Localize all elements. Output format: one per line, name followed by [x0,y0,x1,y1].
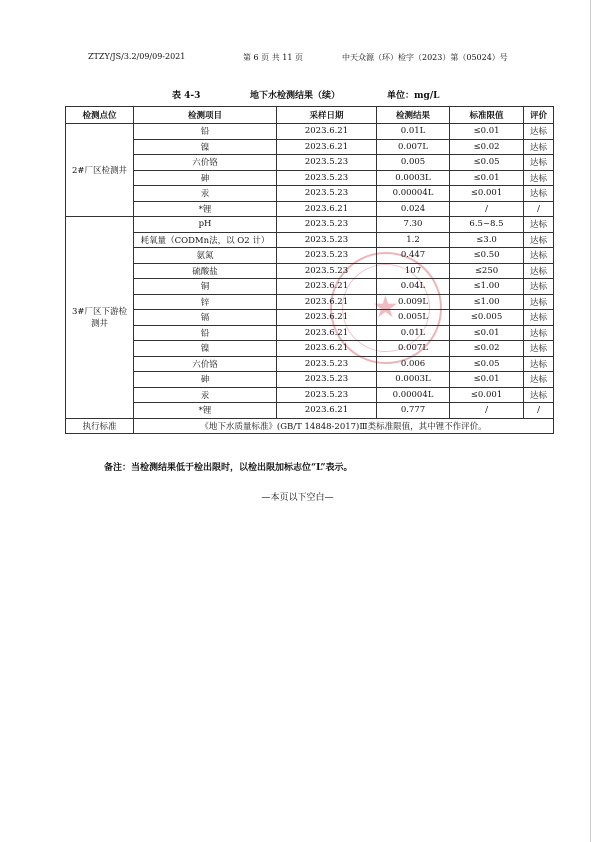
date-cell: 2023.6.21 [277,403,377,419]
limit-cell: ≤3.0 [450,232,524,248]
table-header-row [66,107,554,124]
item-cell: 六价铬 [134,356,277,372]
item-cell: 六价铬 [134,155,277,171]
item-cell: 锌 [134,294,277,310]
limit-cell: ≤0.05 [450,356,524,372]
limit-cell: ≤0.02 [450,139,524,155]
table-number: 表 4-3 [172,91,201,101]
standard-label: 执行标准 [66,418,134,434]
official-seal: ★ [330,252,442,364]
doc-code: ZTZY/JS/3.2/09/09-2021 [88,52,186,61]
result-cell: 7.30 [377,217,450,233]
item-cell: *锂 [134,201,277,217]
report-number: 中天众源（环）检字（2023）第（05024）号 [342,53,508,62]
item-cell: 耗氧量（CODMn法，以 O2 计） [134,232,277,248]
item-cell: 铜 [134,279,277,295]
evaluation-cell: 达标 [524,310,554,326]
date-cell: 2023.5.23 [277,263,377,279]
limit-cell: ≤1.00 [450,294,524,310]
limit-cell: ≤250 [450,263,524,279]
result-cell: 0.024 [377,201,450,217]
result-cell: 0.006 [377,356,450,372]
date-cell: 2023.5.23 [277,186,377,202]
result-cell: 0.00004L [377,186,450,202]
evaluation-cell: 达标 [524,217,554,233]
evaluation-cell: 达标 [524,387,554,403]
table-row [66,341,554,357]
result-cell: 0.777 [377,403,450,419]
page-header [0,52,595,66]
evaluation-cell: 达标 [524,186,554,202]
date-cell: 2023.5.23 [277,248,377,264]
header-item: 检测项目 [134,107,277,124]
result-cell: 0.447 [377,248,450,264]
result-cell: 1.2 [377,232,450,248]
date-cell: 2023.5.23 [277,217,377,233]
item-cell: 砷 [134,170,277,186]
table-row [66,248,554,264]
table-row [66,279,554,295]
table-row [66,201,554,217]
header-evaluation: 评价 [524,107,554,124]
evaluation-cell: / [524,403,554,419]
table-row [66,310,554,326]
item-cell: 砷 [134,372,277,388]
evaluation-cell: 达标 [524,124,554,140]
date-cell: 2023.6.21 [277,325,377,341]
date-cell: 2023.5.23 [277,155,377,171]
result-cell: 0.007L [377,341,450,357]
evaluation-cell: 达标 [524,372,554,388]
standard-row [66,418,554,434]
limit-cell: ≤0.001 [450,387,524,403]
item-cell: 汞 [134,186,277,202]
evaluation-cell: 达标 [524,232,554,248]
result-cell: 0.007L [377,139,450,155]
evaluation-cell: 达标 [524,279,554,295]
date-cell: 2023.5.23 [277,356,377,372]
table-note: 备注：当检测结果低于检出限时，以检出限加标志位“L”表示。 [104,463,353,473]
standard-text: 《地下水质量标准》(GB/T 14848-2017)Ⅲ类标准限值，其中锂不作评价。 [134,418,554,434]
evaluation-cell: 达标 [524,294,554,310]
limit-cell: ≤0.005 [450,310,524,326]
table-row [66,294,554,310]
table-row [66,387,554,403]
page-number: 第 6 页 共 11 页 [243,53,303,62]
table-row [66,403,554,419]
date-cell: 2023.6.21 [277,139,377,155]
evaluation-cell: 达标 [524,248,554,264]
item-cell: 镍 [134,341,277,357]
result-cell: 0.01L [377,124,450,140]
page-edge-line [590,0,591,842]
item-cell: 硫酸盐 [134,263,277,279]
limit-cell: ≤0.05 [450,155,524,171]
limit-cell: / [450,201,524,217]
table-row [66,325,554,341]
result-cell: 0.009L [377,294,450,310]
date-cell: 2023.6.21 [277,310,377,326]
date-cell: 2023.6.21 [277,201,377,217]
table-row [66,217,554,233]
header-limit: 标准限值 [450,107,524,124]
header-result: 检测结果 [377,107,450,124]
item-cell: 汞 [134,387,277,403]
location-cell: 2#厂区检测井 [66,124,134,217]
evaluation-cell: 达标 [524,325,554,341]
limit-cell: ≤1.00 [450,279,524,295]
limit-cell: ≤0.02 [450,341,524,357]
table-row [66,356,554,372]
limit-cell: / [450,403,524,419]
table-unit: 单位：mg/L [387,91,440,101]
date-cell: 2023.6.21 [277,279,377,295]
evaluation-cell: 达标 [524,263,554,279]
item-cell: 镍 [134,139,277,155]
header-location: 检测点位 [66,107,134,124]
item-cell: pH [134,217,277,233]
evaluation-cell: 达标 [524,170,554,186]
limit-cell: ≤0.01 [450,325,524,341]
table-row [66,372,554,388]
result-cell: 0.0003L [377,372,450,388]
result-cell: 0.0003L [377,170,450,186]
table-title: 地下水检测结果（续） [250,91,341,101]
limit-cell: ≤0.01 [450,372,524,388]
evaluation-cell: / [524,201,554,217]
evaluation-cell: 达标 [524,356,554,372]
evaluation-cell: 达标 [524,341,554,357]
result-cell: 0.04L [377,279,450,295]
limit-cell: ≤0.50 [450,248,524,264]
table-row [66,155,554,171]
results-table [65,106,554,434]
table-row [66,170,554,186]
date-cell: 2023.5.23 [277,387,377,403]
table-row [66,124,554,140]
item-cell: *锂 [134,403,277,419]
evaluation-cell: 达标 [524,155,554,171]
result-cell: 0.00004L [377,387,450,403]
date-cell: 2023.5.23 [277,372,377,388]
limit-cell: 6.5~8.5 [450,217,524,233]
item-cell: 铅 [134,325,277,341]
blank-notice: —本页以下空白— [261,493,334,503]
date-cell: 2023.5.23 [277,232,377,248]
item-cell: 镉 [134,310,277,326]
item-cell: 氨氮 [134,248,277,264]
result-cell: 0.01L [377,325,450,341]
table-row [66,186,554,202]
header-date: 采样日期 [277,107,377,124]
result-cell: 0.005L [377,310,450,326]
result-cell: 107 [377,263,450,279]
evaluation-cell: 达标 [524,139,554,155]
table-row [66,263,554,279]
limit-cell: ≤0.001 [450,186,524,202]
date-cell: 2023.6.21 [277,124,377,140]
item-cell: 铅 [134,124,277,140]
table-row [66,232,554,248]
limit-cell: ≤0.01 [450,124,524,140]
date-cell: 2023.5.23 [277,170,377,186]
limit-cell: ≤0.01 [450,170,524,186]
date-cell: 2023.6.21 [277,341,377,357]
date-cell: 2023.6.21 [277,294,377,310]
table-row [66,139,554,155]
location-cell: 3#厂区下游检测井 [66,217,134,419]
result-cell: 0.005 [377,155,450,171]
